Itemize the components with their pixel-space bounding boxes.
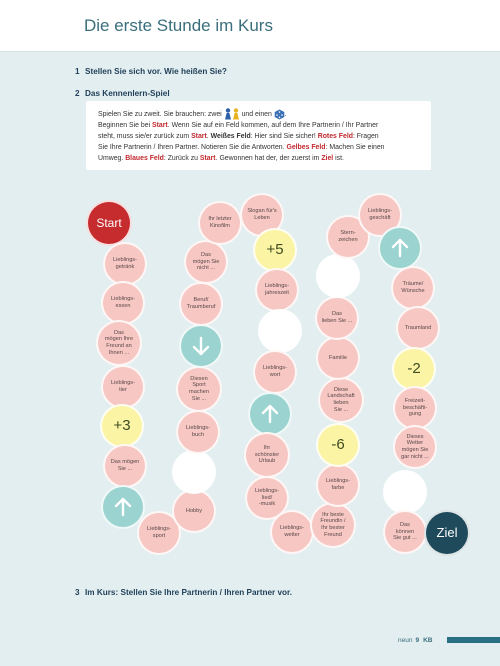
task-3-text: Im Kurs: Stellen Sie Ihre Partnerin / Ihren Partner vor. [85, 588, 293, 597]
field-pink: Das mögen Sie ... [103, 444, 147, 488]
field-yellow-plus5: +5 [253, 228, 297, 272]
rules-line: . Gewonnen hat der, der zuerst im [215, 155, 320, 162]
field-pink: Freizeit- beschäfti- gung [393, 386, 437, 430]
page-header [0, 0, 500, 52]
rules-box [86, 101, 431, 170]
field-pink: Das mögen Ihre Freund an Ihnen ... [96, 320, 142, 366]
field-pink: Das können Sie gut ... [383, 510, 427, 554]
field-blue-up [248, 392, 292, 436]
page-title: Die erste Stunde im Kurs [84, 16, 273, 35]
rules-line: . [206, 133, 209, 140]
task-2 [75, 89, 170, 98]
task-1 [75, 67, 227, 76]
field-white [258, 309, 302, 353]
field-pink: Lieblings- getränk [103, 242, 147, 286]
field-pink: Lieblings- wort [253, 350, 297, 394]
footer-bar [447, 637, 500, 643]
rules-line: : Zurück zu [163, 155, 198, 162]
field-pink: Hobby [172, 489, 216, 533]
field-pink: Träume/ Wünsche [391, 266, 435, 310]
task-1-number: 1 [75, 67, 80, 76]
rules-line: . [284, 110, 287, 118]
rules-line: : Machen Sie einen [325, 144, 385, 151]
task-3-number: 3 [75, 588, 80, 597]
pawn-yellow-icon [232, 108, 240, 120]
rules-text [98, 108, 428, 164]
start-label: Start [96, 215, 122, 230]
rules-line: : Hier sind Sie sicher! [250, 133, 316, 140]
field-pink: Ihr letzter Kinofilm [198, 201, 242, 245]
field-pink: Ihr beste Freundin / Ihr bester Freund [310, 502, 356, 548]
field-blue-down [179, 324, 223, 368]
rules-red-field: Rotes Feld [317, 133, 353, 140]
field-pink: Das lieben Sie ... [315, 296, 359, 340]
rules-line: ist. [335, 155, 344, 162]
field-pink: Lieblings- farbe [316, 463, 360, 507]
field-pink: Lieblings- wetter [270, 510, 314, 554]
rules-line: steht, muss sie/er zurück zum [98, 133, 190, 140]
field-pink: Slogan für's Leben [240, 193, 284, 237]
rules-start-word: Start [191, 133, 207, 140]
field-pink: Lieblings- lied/ -musik [245, 476, 289, 520]
dice-icon [274, 109, 285, 120]
field-pink: Das mögen Sie nicht ... [184, 240, 228, 284]
arrow-up-icon [114, 497, 132, 517]
rules-yellow-field: Gelbes Feld [286, 144, 326, 151]
rules-start-word: Start [152, 122, 168, 129]
field-pink: Lieblings- buch [176, 410, 220, 454]
field-yellow-minus6: -6 [316, 423, 360, 467]
field-white [172, 450, 216, 494]
field-pink: Diese Landschaft lieben Sie ... [318, 377, 364, 423]
section-label: KB [423, 637, 433, 644]
rules-line: . Wenn Sie auf ein Feld kommen, auf dem Ihre Partnerin / Ihr Partner [167, 122, 379, 129]
rules-goal-word: Ziel [321, 155, 334, 162]
task-1-text: Stellen Sie sich vor. Wie heißen Sie? [85, 67, 227, 76]
field-blue-up [378, 226, 422, 270]
start-field [86, 200, 132, 246]
rules-line: und einen [241, 110, 272, 118]
arrow-down-icon [192, 336, 210, 356]
field-pink: Lieblings- geschäft [358, 193, 402, 237]
field-yellow-plus3: +3 [100, 404, 144, 448]
field-pink: Lieblings- jahreszeit [255, 268, 299, 312]
rules-line: Beginnen Sie bei [98, 122, 151, 129]
page-word: neun [398, 637, 413, 644]
task-2-text: Das Kennenlern-Spiel [85, 89, 170, 98]
field-pink: Traumland [396, 306, 440, 350]
field-white [316, 254, 360, 298]
arrow-up-icon [391, 238, 409, 258]
field-pink: Diesen Sport machen Sie ... [176, 366, 222, 412]
field-white [383, 470, 427, 514]
page-number: 9 [415, 637, 420, 644]
field-pink: Ihr schönster Urlaub [244, 432, 290, 478]
rules-line: : Fragen [352, 133, 379, 140]
page-footer [398, 637, 432, 644]
rules-line: Sie Ihre Partnerin / Ihren Partner. Notieren Sie die Antworten. [98, 144, 285, 151]
field-pink: Lieblings- essen [101, 281, 145, 325]
task-3 [75, 588, 292, 597]
goal-label: Ziel [436, 524, 458, 540]
field-pink: Beruf/ Traumberuf [179, 282, 223, 326]
goal-field [424, 510, 470, 556]
rules-start-word: Start [199, 155, 216, 162]
rules-line: Spielen Sie zu zweit. Sie brauchen: zwei [98, 110, 222, 118]
field-pink: Lieblings- sport [137, 511, 181, 555]
rules-line: Umweg. [98, 155, 124, 162]
field-pink: Dieses Wetter mögen Sie gar nicht ... [393, 425, 437, 469]
task-2-number: 2 [75, 89, 80, 98]
field-pink: Familie [316, 336, 360, 380]
field-pink: Stern- zeichen [326, 215, 370, 259]
field-yellow-minus2: -2 [392, 347, 436, 391]
arrow-up-icon [261, 404, 279, 424]
field-pink: Lieblings- tier [101, 365, 145, 409]
rules-blue-field: Blaues Feld [125, 155, 164, 162]
pawn-blue-icon [224, 108, 232, 120]
rules-white-field: Weißes Feld [210, 133, 251, 140]
